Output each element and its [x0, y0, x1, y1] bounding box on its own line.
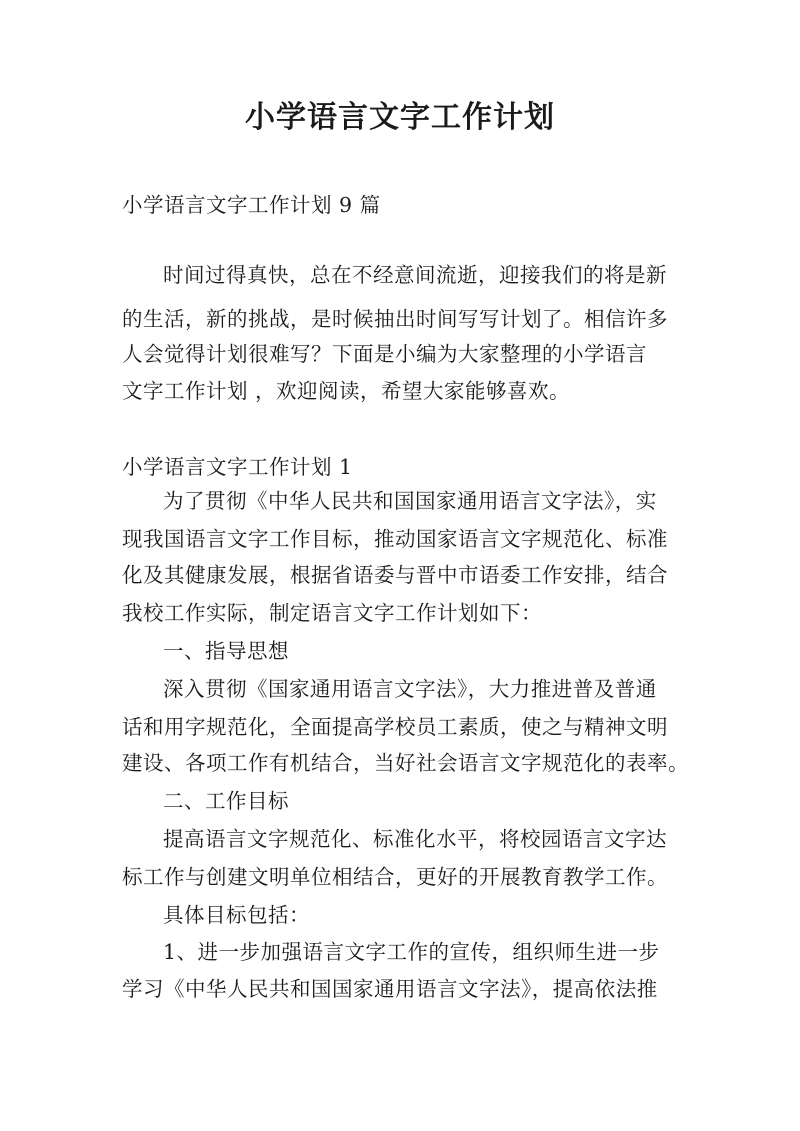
intro-paragraph-line: 文字工作计划 ，欢迎阅读，希望大家能够喜欢。: [122, 379, 571, 403]
guiding-paragraph-line: 深入贯彻《国家通用语言文字法》，大力推进普及普通: [163, 677, 657, 701]
goals-paragraph-line: 标工作与创建文明单位相结合，更好的开展教育教学工作。: [122, 865, 668, 889]
item-paragraph-line: 1、进一步加强语言文字工作的宣传，组织师生进一步: [163, 940, 660, 964]
section-paragraph-line: 化及其健康发展，根据省语委与晋中市语委工作安排，结合: [122, 563, 668, 587]
intro-paragraph-line: 的生活，新的挑战，是时候抽出时间写写计划了。相信许多: [122, 307, 668, 331]
guiding-paragraph-line: 建设、各项工作有机结合，当好社会语言文字规范化的表率。: [122, 751, 689, 775]
goals-paragraph-line: 提高语言文字规范化、标准化水平，将校园语言文字达: [163, 827, 667, 851]
document-title: 小学语言文字工作计划: [245, 100, 555, 135]
subheading-goals: 二、工作目标: [163, 789, 289, 813]
intro-paragraph-line: 时间过得真快，总在不经意间流逝，迎接我们的将是新: [163, 263, 667, 287]
section-paragraph-line: 为了贯彻《中华人民共和国国家通用语言文字法》，实: [163, 489, 657, 513]
item-paragraph-line: 学习《中华人民共和国国家通用语言文字法》，提高依法推: [122, 977, 658, 1001]
section-paragraph-line: 我校工作实际，制定语言文字工作计划如下：: [122, 601, 542, 625]
specific-goals-label: 具体目标包括：: [163, 903, 310, 927]
guiding-paragraph-line: 话和用字规范化，全面提高学校员工素质，使之与精神文明: [122, 715, 668, 739]
intro-paragraph-line: 人会觉得计划很难写？下面是小编为大家整理的小学语言: [122, 342, 647, 366]
section-paragraph-line: 现我国语言文字工作目标，推动国家语言文字规范化、标准: [122, 527, 668, 551]
document-subtitle: 小学语言文字工作计划 9 篇: [122, 193, 381, 217]
section-heading: 小学语言文字工作计划 1: [122, 455, 353, 479]
subheading-guiding: 一、指导思想: [163, 639, 289, 663]
